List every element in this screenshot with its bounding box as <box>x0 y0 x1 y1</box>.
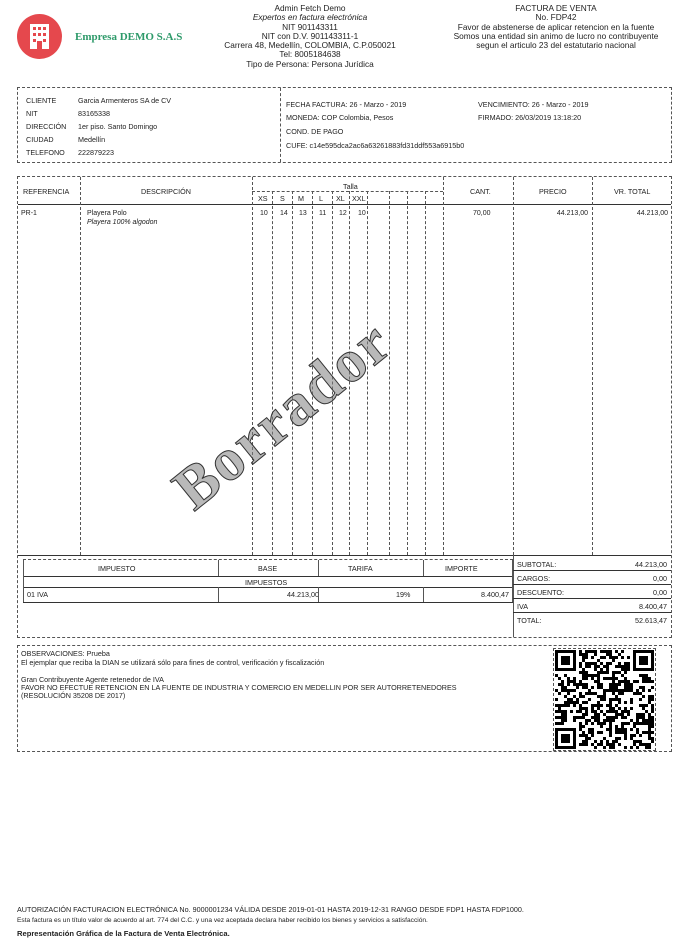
tax-header-base: BASE <box>258 564 278 573</box>
issuer-info <box>210 4 410 69</box>
col-header-referencia: REFERENCIA <box>23 187 70 196</box>
qr-code-image <box>554 649 655 750</box>
total-row-descuento <box>513 586 671 599</box>
tax-col-divider <box>423 587 424 602</box>
total-row-subtotal <box>513 558 671 571</box>
cufe: CUFE: c14e595dca2ac6a63261883fd31ddf553a6915b0 <box>286 141 465 150</box>
observations-dian-note: El ejemplar que reciba la DIAN se utilizará sólo para fines de control, verificación y fiscalización <box>21 658 325 667</box>
currency: MONEDA: COP Colombia, Pesos <box>286 113 394 122</box>
descuento-value: 0,00 <box>653 588 667 597</box>
item-cant: 70,00 <box>473 210 491 217</box>
tax-col-divider <box>318 560 319 576</box>
item-precio: 44.213,00 <box>556 210 588 217</box>
tax-col-divider <box>318 587 319 602</box>
item-size-xl: 12 <box>339 210 347 217</box>
tax-section-separator <box>18 555 671 556</box>
company-logo <box>17 14 62 59</box>
issuer-slogan: Expertos en factura electrónica <box>252 12 368 23</box>
col-divider <box>272 191 273 555</box>
document-type: FACTURA DE VENTA <box>515 3 597 13</box>
tax-row-line <box>23 602 513 603</box>
col-divider <box>425 191 426 555</box>
item-ref: PR-1 <box>21 210 37 217</box>
tax-row-name: 01 IVA <box>27 590 49 599</box>
issuer-address: Carrera 48, Medellín, COLOMBIA, C.P.050021 <box>224 40 396 51</box>
col-header-talla: Talla <box>343 182 358 191</box>
iva-label: IVA <box>517 602 529 611</box>
total-row-cargos <box>513 572 671 585</box>
col-header-vr-total: VR. TOTAL <box>614 187 651 196</box>
address-label: DIRECCIÓN <box>26 122 67 131</box>
tax-section-label: IMPUESTOS <box>245 578 288 587</box>
size-header-xs: XS <box>258 194 268 203</box>
document-number: No. FDP42 <box>535 12 577 23</box>
nit-value: 83165338 <box>78 109 110 118</box>
col-header-cant: CANT. <box>470 187 491 196</box>
cargos-value: 0,00 <box>653 574 667 583</box>
issuer-nit: NIT 901143311 <box>282 21 338 32</box>
item-size-s: 14 <box>280 210 288 217</box>
item-size-m: 13 <box>299 210 307 217</box>
tax-header-line <box>23 576 513 577</box>
address-value: 1er piso. Santo Domingo <box>78 122 158 131</box>
col-divider <box>592 177 593 555</box>
issuer-person-type: Tipo de Persona: Persona Jurídica <box>246 58 374 69</box>
size-header-xl: XL <box>336 194 345 203</box>
observations-title: OBSERVACIONES: Prueba <box>21 649 110 658</box>
iva-value: 8.400,47 <box>639 602 667 611</box>
due-date: VENCIMIENTO: 26 - Marzo - 2019 <box>478 100 589 109</box>
total-label: TOTAL: <box>517 616 542 625</box>
tax-header-importe: IMPORTE <box>445 564 478 573</box>
col-divider <box>443 177 444 555</box>
observations-contributor: Gran Contribuyente Agente retenedor de IVA <box>21 675 164 684</box>
size-header-s: S <box>280 194 285 203</box>
phone-value: 222879223 <box>78 148 114 157</box>
city-label: CIUDAD <box>26 135 54 144</box>
item-size-xxl: 10 <box>358 210 366 217</box>
client-label: CLIENTE <box>26 96 57 105</box>
item-size-l: 11 <box>319 210 327 217</box>
item-total: 44.213,00 <box>636 210 668 217</box>
total-value: 52.613,47 <box>635 616 667 625</box>
document-note-3: segun el articulo 23 del estatutario nacional <box>476 40 636 51</box>
document-note-1: Favor de abstenerse de aplicar retencion en la fuente <box>457 21 655 32</box>
size-header-m: M <box>298 194 304 203</box>
subtotal-value: 44.213,00 <box>635 560 667 569</box>
tax-header-impuesto: IMPUESTO <box>98 564 136 573</box>
total-row-total <box>513 614 671 627</box>
item-desc-sub: Playera 100% algodon <box>87 219 158 226</box>
document-info <box>440 4 672 50</box>
tax-row-base: 44.213,00 <box>287 590 319 599</box>
nit-label: NIT <box>26 109 38 118</box>
footer-authorization: AUTORIZACIÓN FACTURACION ELECTRÓNICA No. 9000001234 VÁLIDA DESDE 2019-01-01 HASTA 2019-12-31 RANGO DESDE FDP1 HASTA FDP1000. <box>17 905 524 914</box>
document-note-2: Somos una entidad sin animo de lucro no contribuyente <box>453 30 659 41</box>
descuento-label: DESCUENTO: <box>517 588 564 597</box>
item-size-xs: 10 <box>260 210 268 217</box>
payment-condition: COND. DE PAGO <box>286 127 344 136</box>
client-value: Garcia Armenteros SA de CV <box>78 96 172 105</box>
item-desc: Playera Polo <box>87 210 127 217</box>
tax-header-tarifa: TARIFA <box>348 564 373 573</box>
tax-col-divider <box>218 587 219 602</box>
observations-resolution: (RESOLUCIÓN 35208 DE 2017) <box>21 691 126 700</box>
talla-separator <box>252 191 443 192</box>
tax-table <box>23 559 513 602</box>
footer-representation: Representación Gráfica de la Factura de Venta Electrónica. <box>17 929 230 938</box>
phone-label: TELEFONO <box>26 148 65 157</box>
col-divider <box>80 177 81 555</box>
footer-title-note: Esta factura es un título valor de acuerdo al art. 774 del C.C. y una vez aceptada declara haber recibido los bienes y servicios a satisfacción. <box>17 917 428 924</box>
signed-date: FIRMADO: 26/03/2019 13:18:20 <box>478 113 582 122</box>
city-value: Medellín <box>78 135 106 144</box>
tax-col-divider <box>23 560 24 602</box>
client-section <box>17 87 672 163</box>
issuer-nit-dv: NIT con D.V. 901143311-1 <box>261 30 359 41</box>
header-separator <box>18 204 671 205</box>
company-name: Empresa DEMO S.A.S <box>75 31 183 43</box>
size-header-l: L <box>319 194 323 203</box>
size-header-xxl: XXL <box>352 194 366 203</box>
issuer-name: Admin Fetch Demo <box>274 3 346 13</box>
building-icon <box>30 24 49 49</box>
col-header-precio: PRECIO <box>539 187 567 196</box>
invoice-date: FECHA FACTURA: 26 - Marzo - 2019 <box>286 100 407 109</box>
client-divider <box>280 88 281 162</box>
col-header-descripcion: DESCRIPCIÓN <box>141 187 191 196</box>
tax-subheader-line <box>23 587 513 588</box>
subtotal-label: SUBTOTAL: <box>517 560 557 569</box>
col-divider <box>407 191 408 555</box>
observations-retention: FAVOR NO EFECTUE RETENCION EN LA FUENTE DE INDUSTRIA Y COMERCIO EN MEDELLIN POR SER AUTORRETENEDORES <box>21 683 457 692</box>
tax-col-divider <box>218 560 219 576</box>
tax-row-importe: 8.400,47 <box>481 590 509 599</box>
col-divider <box>513 177 514 555</box>
draft-watermark: Borrador <box>160 307 404 523</box>
total-row-iva <box>513 600 671 613</box>
issuer-phone: Tel: 8005184638 <box>279 49 341 60</box>
col-divider <box>252 177 253 555</box>
tax-row-tarifa: 19% <box>396 590 411 599</box>
cargos-label: CARGOS: <box>517 574 551 583</box>
qr-code <box>553 648 656 751</box>
tax-col-divider <box>423 560 424 576</box>
